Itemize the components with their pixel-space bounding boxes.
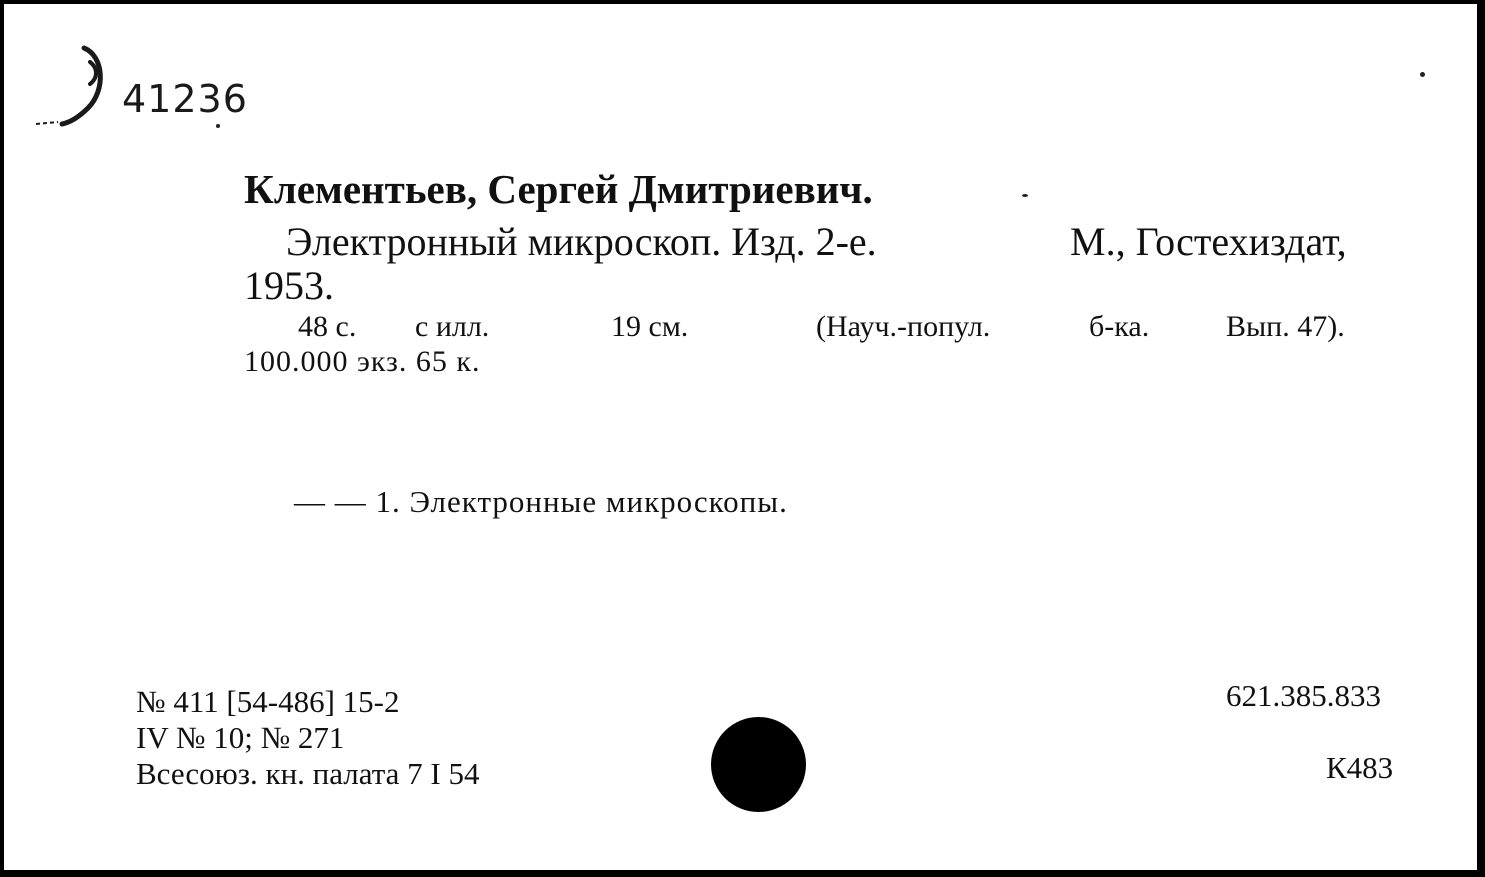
imprint: М., Гостехиздат, (1070, 219, 1347, 264)
registry-line-2: IV № 10; № 271 (136, 720, 345, 755)
publication-year: 1953. (244, 263, 334, 308)
udc-number: 621.385.833 (1226, 678, 1381, 713)
print-run-price: 100.000 экз. 65 к. (244, 345, 481, 378)
handwritten-mark-icon (32, 42, 122, 132)
series-issue: Вып. 47). (1226, 310, 1345, 343)
series-continued: б-ка. (1089, 310, 1150, 343)
author: Клементьев, Сергей Дмитриевич. (244, 166, 873, 212)
catalog-card (4, 4, 1481, 870)
subject-tracing: — — 1. Электронные микроскопы. (294, 484, 788, 519)
paper-speck (216, 124, 220, 128)
size: 19 см. (611, 310, 689, 343)
cutter-code: К483 (1326, 750, 1394, 785)
series: (Науч.-попул. (816, 310, 991, 343)
book-title: Электронный микроскоп. Изд. 2-е. (286, 219, 877, 264)
paper-speck (1420, 72, 1425, 77)
illustrations: с илл. (415, 310, 490, 343)
handwritten-number: 41236 (122, 77, 248, 121)
pages: 48 с. (298, 310, 357, 343)
punch-hole (711, 717, 806, 812)
paper-speck (1022, 194, 1028, 197)
registry-line-3: Всесоюз. кн. палата 7 I 54 (136, 756, 480, 791)
registry-line-1: № 411 [54-486] 15-2 (136, 684, 400, 719)
